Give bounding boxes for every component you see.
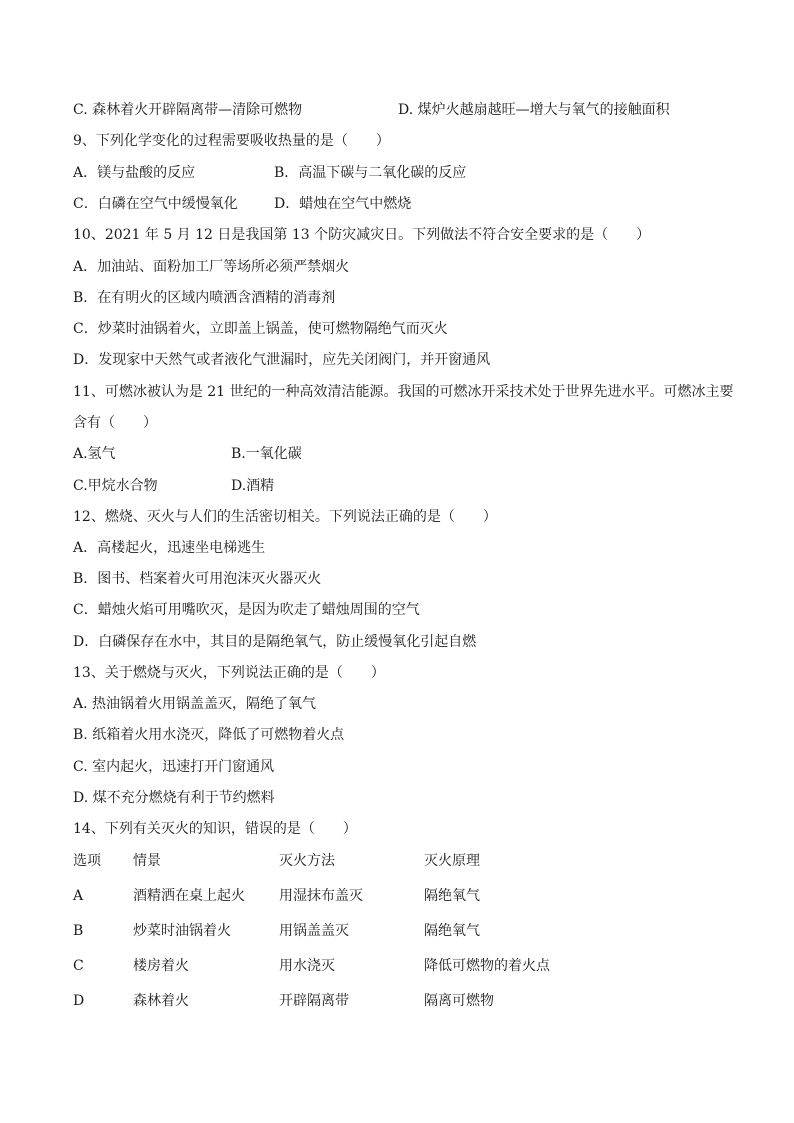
q9-option-b: B．高温下碳与二氧化碳的反应 — [274, 165, 467, 181]
table-row-a-method: 用湿抹布盖灭 — [279, 888, 363, 904]
q12-option-d: D．白磷保存在水中，其目的是隔绝氧气，防止缓慢氧化引起自燃 — [73, 634, 477, 650]
table-row-b-principle: 隔绝氧气 — [424, 923, 480, 939]
q14-stem: 14、下列有关灭火的知识，错误的是（ ） — [73, 821, 357, 837]
q8-option-c: C. 森林着火开辟隔离带—清除可燃物 — [73, 102, 303, 118]
q10-option-c: C．炒菜时油锅着火，立即盖上锅盖，使可燃物隔绝气而灭火 — [73, 321, 448, 337]
q10-stem: 10、2021 年 5 月 12 日是我国第 13 个防灾减灾日。下列做法不符合安全要求的是（ ） — [73, 227, 651, 243]
table-row-c-method: 用水浇灭 — [279, 958, 335, 974]
q9-stem: 9、下列化学变化的过程需要吸收热量的是（ ） — [73, 133, 390, 149]
table-row-c-scene: 楼房着火 — [133, 958, 189, 974]
table-row-c-option: C — [73, 958, 84, 974]
q13-option-c: C. 室内起火，迅速打开门窗通风 — [73, 759, 275, 775]
q11-stem-line2: 含有（ ） — [73, 415, 157, 431]
table-header-method: 灭火方法 — [279, 853, 335, 869]
q9-option-c: C．白磷在空气中缓慢氧化 — [73, 196, 238, 212]
q13-stem: 13、关于燃烧与灭火，下列说法正确的是（ ） — [73, 665, 385, 681]
q8-option-d: D. 煤炉火越扇越旺—增大与氧气的接触面积 — [398, 102, 670, 118]
q10-option-a: A．加油站、面粉加工厂等场所必须严禁烟火 — [73, 259, 350, 275]
table-row-b-method: 用锅盖盖灭 — [279, 923, 349, 939]
table-row-a-option: A — [73, 888, 84, 904]
q13-option-b: B. 纸箱着火用水浇灭，降低了可燃物着火点 — [73, 727, 345, 743]
q9-option-d: D．蜡烛在空气中燃烧 — [274, 196, 412, 212]
table-header-option: 选项 — [73, 853, 101, 869]
table-header-principle: 灭火原理 — [424, 853, 480, 869]
table-row-d-method: 开辟隔离带 — [279, 993, 349, 1009]
q11-stem-line1: 11、可燃冰被认为是 21 世纪的一种高效清洁能源。我国的可燃冰开采技术处于世界先进水平。可燃冰主要 — [73, 384, 734, 400]
table-row-b-option: B — [73, 923, 84, 939]
q10-option-d: D．发现家中天然气或者液化气泄漏时，应先关闭阀门，并开窗通风 — [73, 352, 491, 368]
q13-option-a: A. 热油锅着火用锅盖盖灭，隔绝了氧气 — [73, 696, 317, 712]
table-row-d-option: D — [73, 993, 85, 1009]
table-row-a-principle: 隔绝氧气 — [424, 888, 480, 904]
q12-stem: 12、燃烧、灭火与人们的生活密切相关。下列说法正确的是（ ） — [73, 509, 497, 525]
table-row-a-scene: 酒精洒在桌上起火 — [133, 888, 245, 904]
q10-option-b: B．在有明火的区域内喷洒含酒精的消毒剂 — [73, 290, 336, 306]
q12-option-b: B．图书、档案着火可用泡沫灭火器灭火 — [73, 571, 322, 587]
q9-option-a: A．镁与盐酸的反应 — [73, 165, 196, 181]
q11-option-c: C.甲烷水合物 — [73, 478, 158, 494]
q11-option-a: A.氢气 — [73, 446, 116, 462]
q11-option-b: B.一氧化碳 — [231, 446, 302, 462]
q11-option-d: D.酒精 — [231, 478, 275, 494]
table-row-d-principle: 隔离可燃物 — [424, 993, 494, 1009]
table-row-d-scene: 森林着火 — [133, 993, 189, 1009]
q13-option-d: D. 煤不充分燃烧有利于节约燃料 — [73, 790, 275, 806]
q12-option-a: A．高楼起火，迅速坐电梯逃生 — [73, 540, 266, 556]
table-row-b-scene: 炒菜时油锅着火 — [133, 923, 231, 939]
table-row-c-principle: 降低可燃物的着火点 — [424, 958, 550, 974]
q12-option-c: C．蜡烛火焰可用嘴吹灭，是因为吹走了蜡烛周围的空气 — [73, 602, 420, 618]
table-header-scene: 情景 — [133, 853, 161, 869]
